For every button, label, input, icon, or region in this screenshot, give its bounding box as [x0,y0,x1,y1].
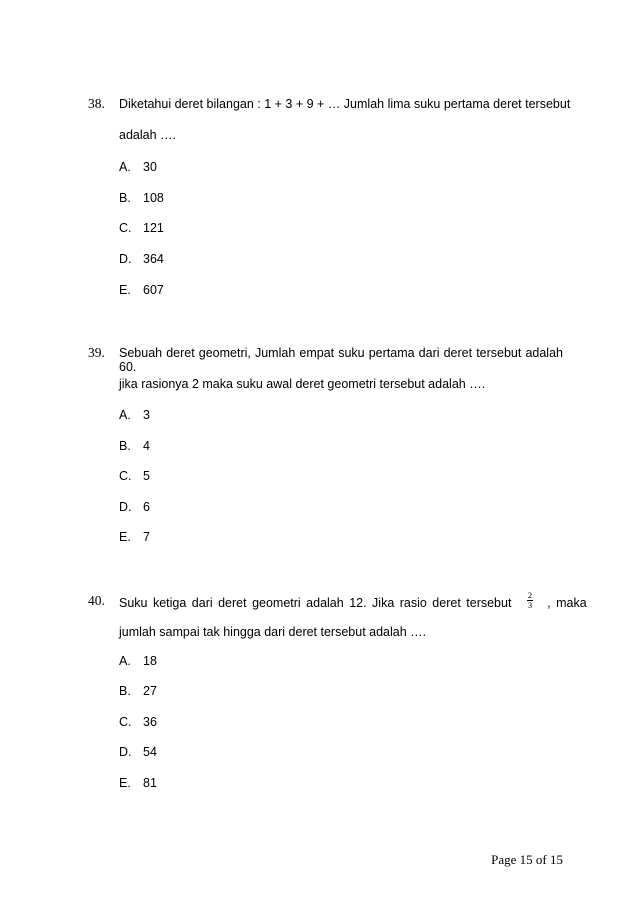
option-text: 18 [143,654,157,668]
option-letter: D. [119,745,132,759]
answer-option-b[interactable] [119,684,157,698]
question-text-line-2: jika rasionya 2 maka suku awal deret geometri tersebut adalah …. [119,377,486,391]
answer-option-e[interactable] [119,283,164,297]
answer-option-a[interactable] [119,160,157,174]
option-text: 5 [143,469,150,483]
answer-option-d[interactable] [119,745,157,759]
option-text: 54 [143,745,157,759]
option-letter: C. [119,221,132,235]
question-text: Suku ketiga dari deret geometri adalah 12. Jika rasio deret tersebut [119,595,512,610]
option-text: 3 [143,408,150,422]
answer-option-e[interactable] [119,776,157,790]
option-letter: A. [119,160,131,174]
fraction-numerator: 2 [527,590,533,600]
option-text: 6 [143,500,150,514]
option-letter: B. [119,191,131,205]
answer-option-e[interactable] [119,530,150,544]
question-text-line-2: adalah …. [119,128,176,142]
option-letter: A. [119,408,131,422]
question-text-line-1 [119,590,587,613]
question-text-line-2: jumlah sampai tak hingga dari deret tersebut adalah …. [119,625,427,639]
question-text-end: , maka [547,595,587,610]
fraction-denominator: 3 [527,600,533,610]
option-letter: E. [119,776,131,790]
answer-option-d[interactable] [119,500,150,514]
option-text: 81 [143,776,157,790]
answer-option-a[interactable] [119,408,150,422]
question-number: 39. [88,345,105,360]
page-number: Page 15 of 15 [491,852,563,867]
question-number: 38. [88,96,105,111]
option-letter: C. [119,715,132,729]
option-letter: D. [119,500,132,514]
option-text: 4 [143,439,150,453]
option-text: 27 [143,684,157,698]
option-letter: D. [119,252,132,266]
fraction-two-thirds [527,591,533,610]
option-text: 108 [143,191,164,205]
option-letter: A. [119,654,131,668]
option-letter: C. [119,469,132,483]
option-text: 30 [143,160,157,174]
option-text: 607 [143,283,164,297]
option-letter: E. [119,283,131,297]
answer-option-b[interactable] [119,191,164,205]
answer-option-d[interactable] [119,252,164,266]
question-text-line-1: Sebuah deret geometri, Jumlah empat suku pertama dari deret tersebut adalah 60. [119,346,563,374]
question-text-line-1: Diketahui deret bilangan : 1 + 3 + 9 + … Jumlah lima suku pertama deret tersebut [119,97,571,111]
answer-option-c[interactable] [119,469,150,483]
answer-option-b[interactable] [119,439,150,453]
answer-option-c[interactable] [119,221,164,235]
option-text: 121 [143,221,164,235]
answer-option-c[interactable] [119,715,157,729]
question-number: 40. [88,593,105,608]
option-letter: B. [119,684,131,698]
option-text: 7 [143,530,150,544]
option-letter: E. [119,530,131,544]
option-text: 36 [143,715,157,729]
option-text: 364 [143,252,164,266]
answer-option-a[interactable] [119,654,157,668]
option-letter: B. [119,439,131,453]
